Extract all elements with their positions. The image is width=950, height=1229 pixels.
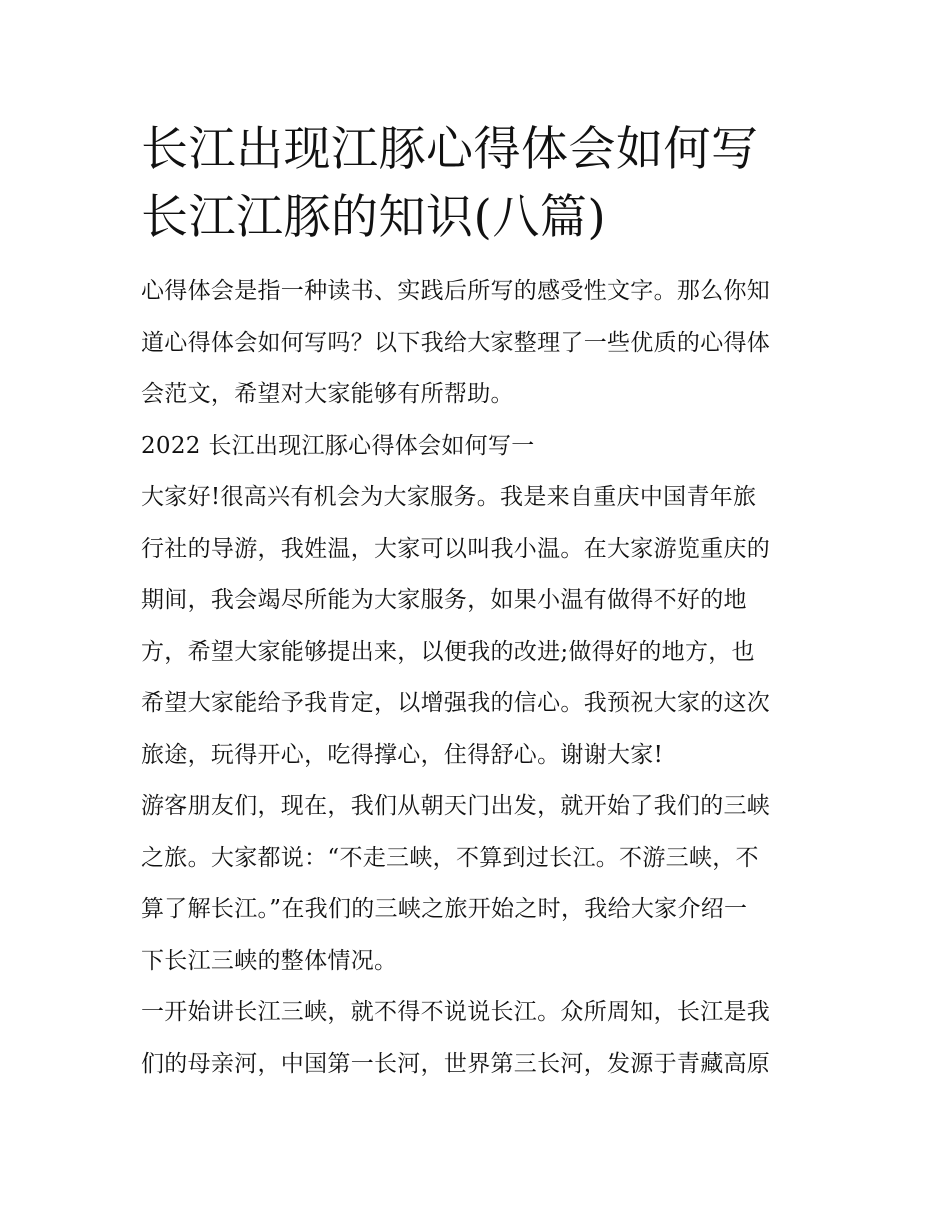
document-title — [141, 116, 813, 252]
text-line: 2022 长江出现江豚心得体会如何写一 — [141, 432, 535, 459]
text-line: 之旅。大家都说：“不走三峡，不算到过长江。不游三峡，不 — [141, 844, 759, 871]
text-line: 希望大家能给予我肯定，以增强我的信心。我预祝大家的这次 — [141, 690, 771, 716]
text-line: 旅途，玩得开心，吃得撑心，住得舒心。谢谢大家! — [141, 741, 664, 768]
text-line: 下长江三峡的整体情况。 — [141, 947, 398, 974]
text-line: 们的母亲河，中国第一长河，世界第三长河，发源于青藏高原 — [141, 1050, 771, 1077]
body-paragraph-yangtze — [141, 987, 813, 1090]
text-line: 行社的导游，我姓温，大家可以叫我小温。在大家游览重庆的 — [141, 535, 771, 562]
document-body — [141, 116, 813, 1090]
title-spacer — [141, 252, 813, 266]
text-line: 道心得体会如何写吗？以下我给大家整理了一些优质的心得体 — [141, 329, 771, 356]
body-paragraph-journey — [141, 781, 813, 987]
title-line: 长江出现江豚心得体会如何写 — [141, 122, 759, 177]
text-line: 一开始讲长江三峡，就不得不说说长江。众所周知，长江是我 — [141, 999, 771, 1025]
text-line: 期间，我会竭尽所能为大家服务，如果小温有做得不好的地 — [141, 587, 747, 613]
text-line: 方，希望大家能够提出来，以便我的改进;做得好的地方，也 — [141, 638, 755, 665]
text-line: 心得体会是指一种读书、实践后所写的感受性文字。那么你知 — [141, 278, 771, 304]
text-line: 游客朋友们，现在，我们从朝天门出发，就开始了我们的三峡 — [141, 793, 771, 819]
text-line: 会范文，希望对大家能够有所帮助。 — [141, 381, 514, 407]
intro-paragraph — [141, 266, 813, 421]
text-line: 大家好!很高兴有机会为大家服务。我是来自重庆中国青年旅 — [141, 484, 757, 510]
body-paragraph-greeting — [141, 472, 813, 781]
section-heading — [141, 421, 813, 473]
title-line: 长江江豚的知识(八篇) — [141, 190, 607, 245]
text-line: 算了解长江。”在我们的三峡之旅开始之时，我给大家介绍一 — [141, 896, 748, 922]
